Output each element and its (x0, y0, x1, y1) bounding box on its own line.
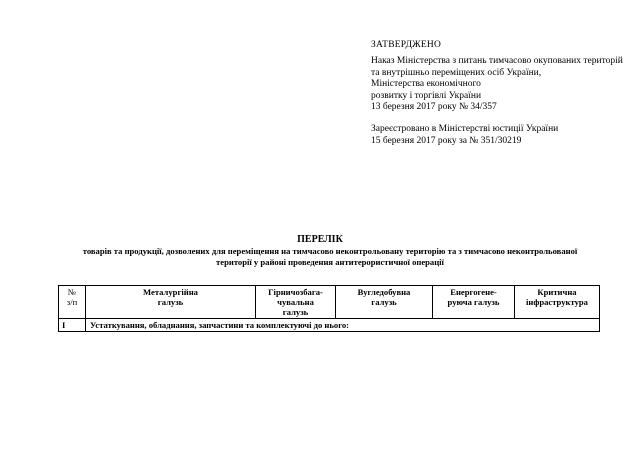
registration-note (371, 124, 633, 147)
header-infrastructure (515, 286, 600, 319)
header-energy (433, 286, 515, 319)
header-line: Металургійна (143, 287, 198, 297)
section-title: Устаткування, обладнання, запчастини та комплектуючі до нього: (86, 319, 600, 332)
header-line: Критична (537, 287, 577, 297)
registration-line: Зареєстровано в Міністерстві юстиції України (371, 124, 559, 135)
registration-line: 15 березня 2017 року за № 351/30219 (371, 135, 522, 146)
header-line: руюча галузь (447, 297, 500, 307)
header-line: галузь (371, 297, 397, 307)
header-line: Вугледобувна (357, 287, 411, 297)
subtitle-line: товарів та продукції, дозволених для переміщення на тимчасово неконтрольовану територію та з тимчасово неконтрольованої (82, 246, 578, 256)
header-mining (256, 286, 336, 319)
approval-block (371, 40, 633, 147)
header-line: з/п (66, 297, 78, 307)
table-header-row (59, 286, 600, 319)
approval-title: ЗАТВЕРДЖЕНО (371, 40, 442, 50)
table-section-row (59, 319, 600, 332)
header-coal (336, 286, 433, 319)
section-number: I (59, 319, 86, 332)
approval-order-line: Наказ Міністерства з питань тимчасово окупованих територій (371, 56, 623, 67)
approval-order-line: Міністерства економічного (371, 79, 481, 90)
document-title: ПЕРЕЛІК (297, 234, 343, 245)
header-line: галузь (157, 297, 184, 307)
subtitle-line: території у районі проведення антитерористичної операції (216, 257, 444, 267)
header-line: інфраструктура (526, 297, 588, 307)
header-line: чувальна (277, 297, 314, 307)
header-line: Гірничозбага- (268, 287, 323, 297)
header-number (59, 286, 86, 319)
goods-table (58, 285, 600, 332)
header-line: Енергогене- (450, 287, 497, 297)
approval-order-line: розвитку і торгівлі України (371, 90, 482, 101)
header-line: № (67, 287, 77, 297)
document-subtitle (60, 246, 600, 268)
header-metallurgy (86, 286, 256, 319)
approval-order-line: та внутрішньо переміщених осіб України, (371, 67, 542, 78)
approval-order-line: 13 березня 2017 року № 34/357 (371, 102, 497, 113)
header-line: галузь (282, 307, 309, 317)
approval-order (371, 56, 633, 113)
